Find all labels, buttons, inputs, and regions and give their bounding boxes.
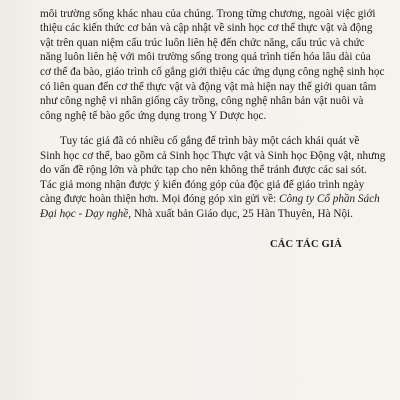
paragraph-line: Sinh học cơ thể, bao gồm cả Sinh học Thực vật và Sinh học Động vật, nhưng [40, 149, 386, 162]
publisher-name-italic: Đại học - Dạy nghề [40, 207, 129, 220]
paragraph-line: thiệu các kiến thức cơ bản và cập nhật về sinh học cơ thể thực vật và động [40, 22, 373, 35]
paragraph-line [40, 0, 370, 7]
paragraph-line: Tuy tác giả đã có nhiều cố gắng để trình bày một cách khái quát về [60, 135, 360, 147]
paragraph-line: có liên quan đến cơ thể thực vật và động vật mà hiện nay thế giới quan tâm [40, 80, 377, 93]
paragraph-2 [40, 134, 386, 222]
paragraph-line: cơ thể đa bào, giáo trình cố gắng giới thiệu các ứng dụng công nghệ sinh học [40, 65, 385, 78]
paragraph-text: càng được hoàn thiện hơn. Mọi đóng góp xin gửi về: [40, 193, 277, 206]
paragraph-line: Tác giả mong nhận được ý kiến đóng góp của độc giả để giáo trình ngày [40, 178, 365, 191]
publisher-name-italic: Công ty Cổ phần Sách [278, 193, 380, 206]
paragraph-line: năng luôn liên hệ với môi trường sống trong quá trình tiến hóa lâu dài của [40, 51, 371, 64]
paragraph-line: môi trường sống khác nhau của chúng. Trong từng chương, ngoài việc giới [40, 7, 376, 20]
paragraph-line [40, 207, 370, 222]
paragraph-line: do vấn đề rộng lớn và phức tạp cho nên không thể tránh được các sai sót. [40, 164, 367, 177]
paragraph-line: công nghệ tế bào gốc ứng dụng trong Y Dược học. [40, 109, 267, 122]
paragraph-line: như công nghệ vi nhân giống cây trồng, công nghệ nhân bản vật nuôi và [40, 95, 364, 108]
paragraph-line: vật trên quan niệm cấu trúc luôn liên hệ đến chức năng, cấu trúc và chức [40, 36, 365, 49]
paragraph-1 [40, 0, 385, 123]
authors-signature: CÁC TÁC GIẢ [269, 239, 342, 250]
paragraph-line [40, 192, 380, 207]
publisher-address: , Nhà xuất bản Giáo dục, 25 Hàn Thuyên, Hà Nội. [128, 207, 353, 220]
